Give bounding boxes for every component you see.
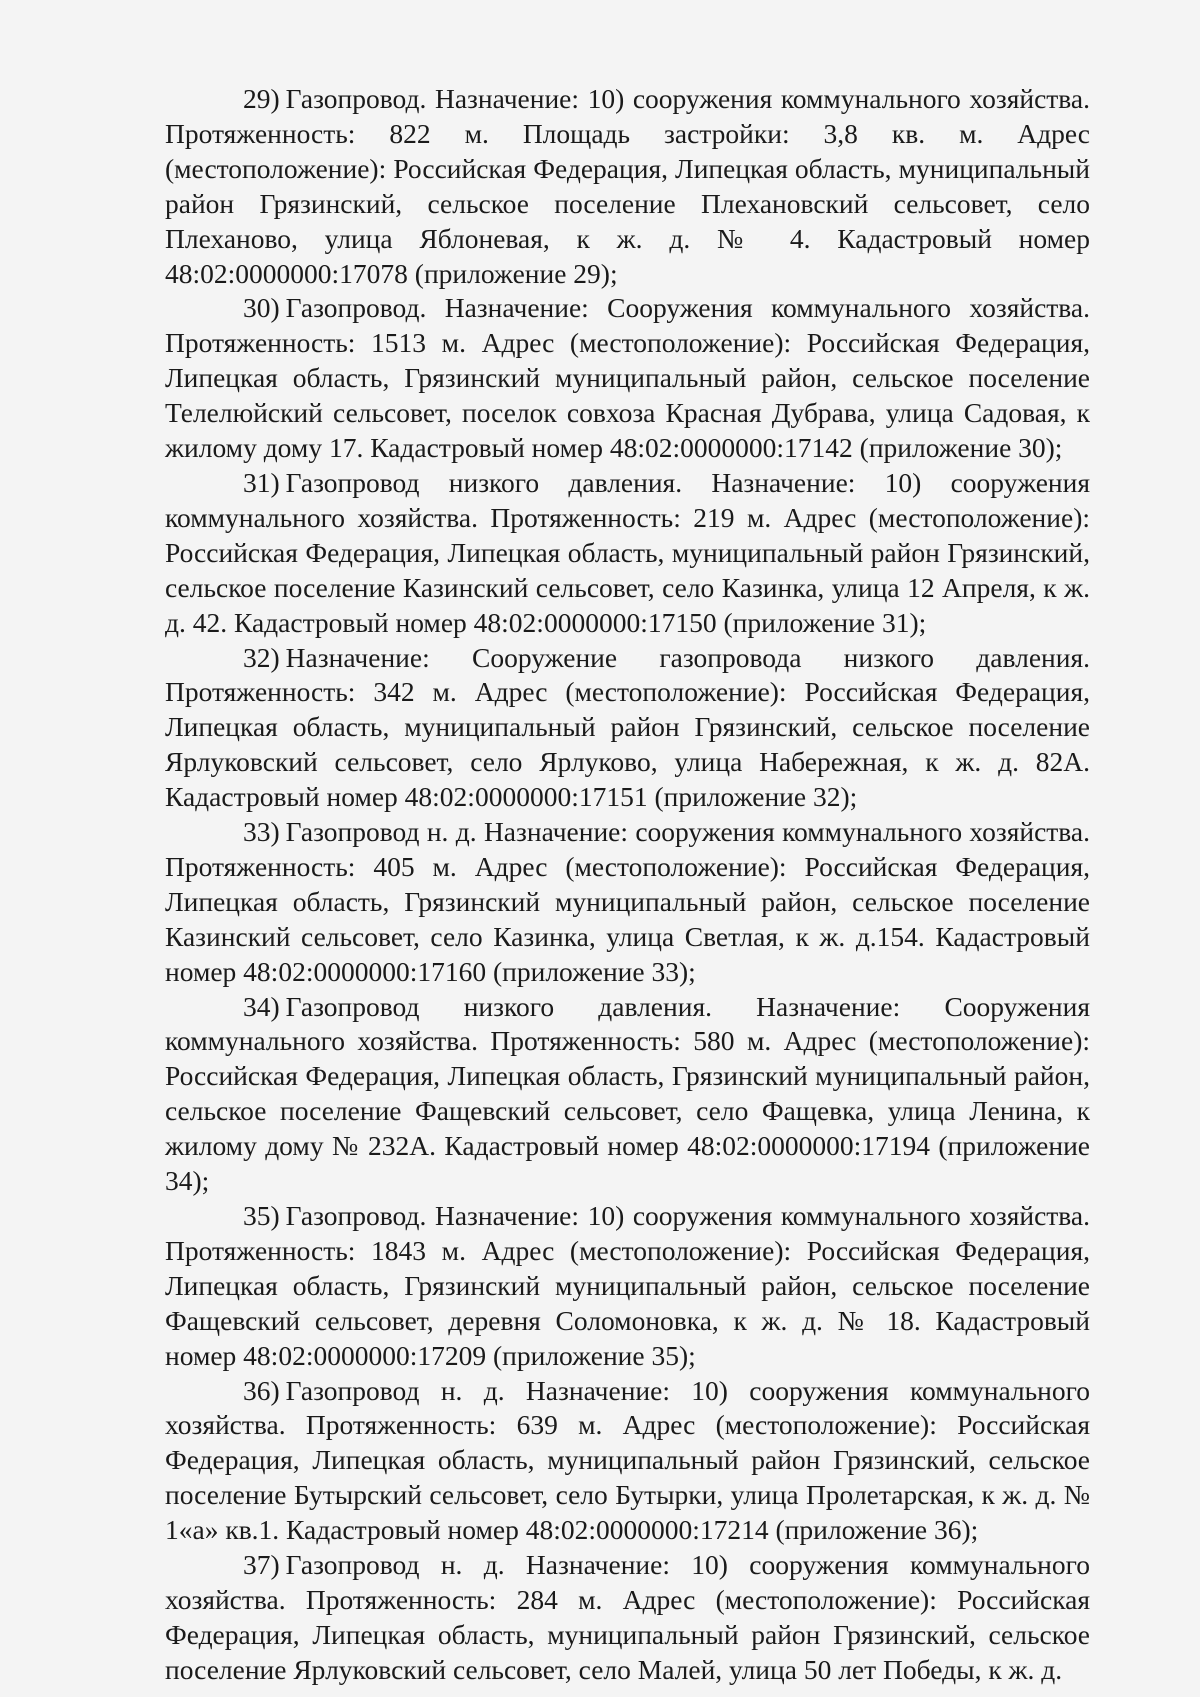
- item-number: 34): [243, 990, 280, 1022]
- item-number: 36): [243, 1374, 280, 1406]
- item-text: Газопровод низкого давления. Назначение: Сооружения коммунального хозяйства. Протяженность: 580 м. Адрес (местоположение): Российская Федерация, Липецкая область, Грязинский муниципальный район, сельское поселение Фащевский сельсовет, село Фащевка, улица Ленина, к жилому дому № 232А. Кадастровый номер 48:02:0000000:17194 (приложение 34);: [165, 990, 1090, 1197]
- item-number: 37): [243, 1549, 280, 1581]
- item-number: 32): [243, 641, 280, 673]
- item-text: Газопровод н. д. Назначение: сооружения коммунального хозяйства. Протяженность: 405 м. Адрес (местоположение): Российская Федерация, Липецкая область, Грязинский муниципальный район, сельское поселение Казинский сельсовет, село Казинка, улица Светлая, к ж. д.154. Кадастровый номер 48:02:0000000:17160 (приложение 33);: [165, 816, 1090, 987]
- list-item: [165, 1548, 1090, 1688]
- item-number: 33): [243, 816, 280, 848]
- item-number: 31): [243, 466, 280, 498]
- list-item: [165, 990, 1090, 1199]
- item-number: 30): [243, 292, 280, 324]
- item-text: Газопровод н. д. Назначение: 10) сооружения коммунального хозяйства. Протяженность: 284 м. Адрес (местоположение): Российская Федерация, Липецкая область, муниципальный район Грязинский, сельское поселение Ярлуковский сельсовет, село Малей, улица 50 лет Победы, к ж. д.: [165, 1549, 1090, 1685]
- item-text: Газопровод низкого давления. Назначение: 10) сооружения коммунального хозяйства. Протяженность: 219 м. Адрес (местоположение): Российская Федерация, Липецкая область, муниципальный район Грязинский, сельское поселение Казинский сельсовет, село Казинка, улица 12 Апреля, к ж. д. 42. Кадастровый номер 48:02:0000000:17150 (приложение 31);: [165, 466, 1090, 638]
- list-item: [165, 466, 1090, 641]
- item-text: Газопровод. Назначение: 10) сооружения коммунального хозяйства. Протяженность: 822 м. Площадь застройки: 3,8 кв. м. Адрес (местоположение): Российская Федерация, Липецкая область, муниципальный район Грязинский, сельское поселение Плехановский сельсовет, село Плеханово, улица Яблоневая, к ж. д. № 4. Кадастровый номер 48:02:0000000:17078 (приложение 29);: [165, 83, 1090, 289]
- item-text: Газопровод. Назначение: 10) сооружения коммунального хозяйства. Протяженность: 1843 м. Адрес (местоположение): Российская Федерация, Липецкая область, Грязинский муниципальный район, сельское поселение Фащевский сельсовет, деревня Соломоновка, к ж. д. № 18. Кадастровый номер 48:02:0000000:17209 (приложение 35);: [165, 1200, 1090, 1371]
- list-item: [165, 291, 1090, 466]
- list-item: [165, 1199, 1090, 1374]
- item-text: Газопровод. Назначение: Сооружения коммунального хозяйства. Протяженность: 1513 м. Адрес (местоположение): Российская Федерация, Липецкая область, Грязинский муниципальный район, сельское поселение Телелюйский сельсовет, поселок совхоза Красная Дубрава, улица Садовая, к жилому дому 17. Кадастровый номер 48:02:0000000:17142 (приложение 30);: [165, 292, 1090, 464]
- item-text: Газопровод н. д. Назначение: 10) сооружения коммунального хозяйства. Протяженность: 639 м. Адрес (местоположение): Российская Федерация, Липецкая область, муниципальный район Грязинский, сельское поселение Бутырский сельсовет, село Бутырки, улица Пролетарская, к ж. д. № 1«а» кв.1. Кадастровый номер 48:02:0000000:17214 (приложение 36);: [165, 1374, 1090, 1546]
- item-text: Назначение: Сооружение газопровода низкого давления. Протяженность: 342 м. Адрес (местоположение): Российская Федерация, Липецкая область, муниципальный район Грязинский, сельское поселение Ярлуковский сельсовет, село Ярлуково, улица Набережная, к ж. д. 82А. Кадастровый номер 48:02:0000000:17151 (приложение 32);: [165, 641, 1090, 813]
- item-number: 35): [243, 1200, 280, 1231]
- list-item: [165, 815, 1090, 990]
- list-item: [165, 82, 1090, 291]
- item-number: 29): [243, 83, 280, 114]
- list-item: [165, 1374, 1090, 1549]
- list-item: [165, 641, 1090, 816]
